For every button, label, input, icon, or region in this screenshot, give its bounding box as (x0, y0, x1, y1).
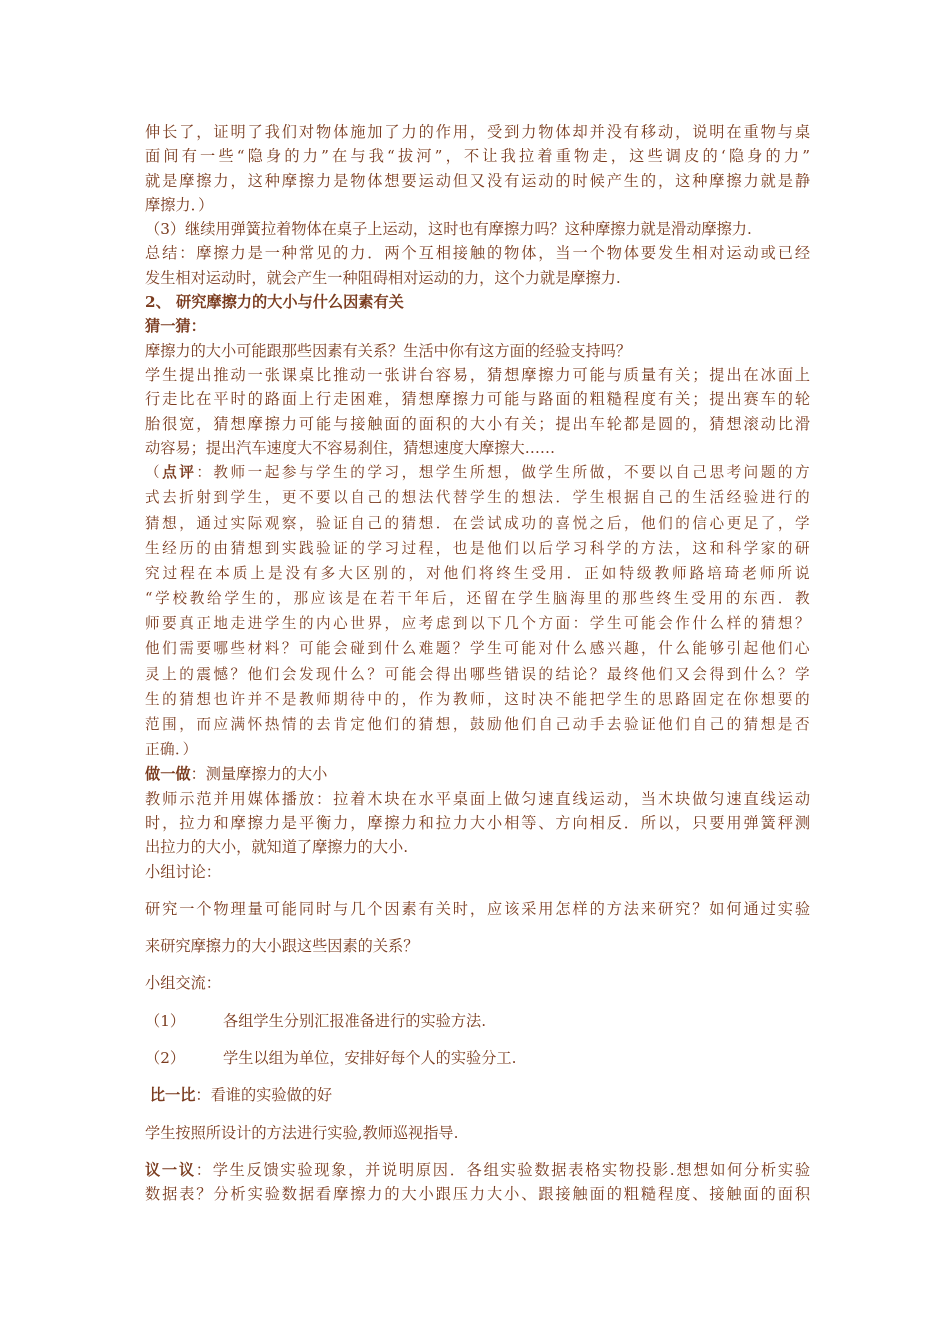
compare-heading (145, 1083, 810, 1107)
comment-line: 式去折射到学生，更不要以自己的想法代替学生的想法．学生根据自己的生活经验进行的 (145, 489, 810, 507)
paragraph-line: 学生提出推动一张课桌比推动一张讲台容易，猜想摩擦力可能与质量有关；提出在冰面上 (145, 365, 810, 384)
comment-first-text: ：教师一起参与学生的学习，想学生所想，做学生所做，不要以自己思考问题的方 (196, 464, 810, 482)
list-item-number: （1） (145, 1011, 186, 1030)
comment-first-line (145, 460, 810, 485)
paragraph-line: 数据表？分析实验数据看摩擦力的大小跟压力大小、跟接触面的粗糙程度、接触面的面积 (145, 1185, 810, 1204)
comment-line: 灵上的震憾？他们会发现什么？可能会得出哪些错误的结论？最终他们又会得到什么？学 (145, 665, 810, 683)
comment-open: （ (145, 464, 163, 482)
document-page (145, 120, 810, 1207)
compare-rest: ：看谁的实验做的好 (195, 1086, 333, 1105)
paragraph-line: 就是摩擦力，这种摩擦力是物体想要运动但又没有运动的时候产生的，这种摩擦力就是静 (145, 171, 810, 190)
section-heading: 2、 研究摩擦力的大小与什么因素有关 (145, 293, 404, 312)
paragraph-line: （3）继续用弹簧拉着物体在桌子上运动，这时也有摩擦力吗？这种摩擦力就是滑动摩擦力. (145, 220, 752, 239)
comment-line: “学校教给学生的，那应该是在若干年后，还留在学生脑海里的那些终生受用的东西．教 (145, 590, 810, 608)
paragraph-line: 摩擦力的大小可能跟那些因素有关系？生活中你有这方面的经验支持吗？ (145, 341, 631, 360)
talk-label: 议一议 (145, 1160, 196, 1179)
compare-label: 比一比 (149, 1086, 196, 1105)
comment-line: 他们需要哪些材料？可能会碰到什么难题？学生可能对什么感兴趣，什么能够引起他们心 (145, 640, 810, 658)
paragraph-line: 研究一个物理量可能同时与几个因素有关时，应该采用怎样的方法来研究？如何通过实验 (145, 899, 810, 918)
paragraph-line: 胎很宽，猜想摩擦力可能与接触面的面积的大小有关；提出车轮都是圆的，猜想滚动比滑 (145, 414, 810, 433)
talk-first: ：学生反馈实验现象，并说明原因．各组实验数据表格实物投影.想想如何分析实验 (195, 1160, 811, 1179)
comment-line: 猜想，通过实际观察，验证自己的猜想．在尝试成功的喜悦之后，他们的信心更足了，学 (145, 514, 810, 532)
comment-line: 正确．） (145, 741, 198, 759)
paragraph-line: 时，拉力和摩擦力是平衡力，摩擦力和拉力大小相等、方向相反．所以，只要用弹簧秤测 (145, 814, 810, 832)
comment-line: 究过程在本质上是没有多大区别的，对他们将终生受用．正如特级教师路培琦老师所说 (145, 564, 810, 582)
paragraph-line: 动容易；提出汽车速度大不容易刹住，猜想速度大摩擦大…… (145, 438, 556, 457)
list-item-text: 学生以组为单位，安排好每个人的实验分工. (223, 1049, 517, 1068)
list-item-text: 各组学生分别汇报准备进行的实验方法. (223, 1011, 487, 1030)
paragraph-line: 伸长了，证明了我们对物体施加了力的作用，受到力物体却并没有移动，说明在重物与桌 (145, 123, 810, 141)
section-1-text (145, 120, 810, 290)
comment-block (145, 460, 810, 762)
doit-rest: ：测量摩擦力的大小 (190, 765, 328, 784)
guess-heading (145, 314, 810, 338)
list-item (145, 1046, 810, 1070)
guess-label: 猜一猜 (145, 317, 191, 336)
paragraph-line: 行走比在平时的路面上行走困难，猜想摩擦力可能与路面的粗糙程度有关；提出赛车的轮 (145, 390, 810, 409)
paragraph-line: 摩擦力．） (145, 195, 214, 214)
paragraph-line: 教师示范并用媒体播放：拉着木块在水平桌面上做匀速直线运动，当木块做匀速直线运动 (145, 789, 810, 808)
comment-label: 点评 (162, 464, 197, 482)
paragraph-line: 来研究摩擦力的大小跟这些因素的关系？ (145, 937, 419, 956)
exchange-title: 小组交流： (145, 974, 221, 993)
list-item (145, 1009, 810, 1033)
paragraph-line: 学生按照所设计的方法进行实验,教师巡视指导. (145, 1123, 459, 1142)
comment-line: 生经历的由猜想到实践验证的学习过程，也是他们以后学习科学的方法，这和科学家的研 (145, 539, 810, 557)
discuss-title: 小组讨论： (145, 862, 221, 881)
paragraph-line: 出拉力的大小，就知道了摩擦力的大小. (145, 838, 409, 857)
guess-colon: ： (190, 317, 206, 336)
paragraph-line: 总结：摩擦力是一种常见的力．两个互相接触的物体，当一个物体要发生相对运动或已经 (145, 244, 810, 263)
comment-line: 师要真正地走进学生的内心世界，应考虑到以下几个方面：学生可能会作什么样的猜想？ (145, 615, 810, 633)
list-item-number: （2） (145, 1049, 186, 1068)
doit-heading (145, 762, 810, 786)
paragraph-line: 面间有一些“隐身的力”在与我“拔河”，不让我拉着重物走，这些调皮的‘隐身的力” (145, 147, 810, 166)
doit-label: 做一做 (145, 765, 191, 784)
paragraph-line: 发生相对运动时，就会产生一种阻碍相对运动的力，这个力就是摩擦力. (145, 268, 621, 287)
talk-heading (145, 1158, 810, 1182)
comment-line: 生的猜想也许并不是教师期待中的，作为教师，这时决不能把学生的思路固定在你想要的 (145, 690, 810, 708)
comment-line: 范围，而应满怀热情的去肯定他们的猜想，鼓励他们自己动手去验证他们自己的猜想是否 (145, 716, 810, 734)
